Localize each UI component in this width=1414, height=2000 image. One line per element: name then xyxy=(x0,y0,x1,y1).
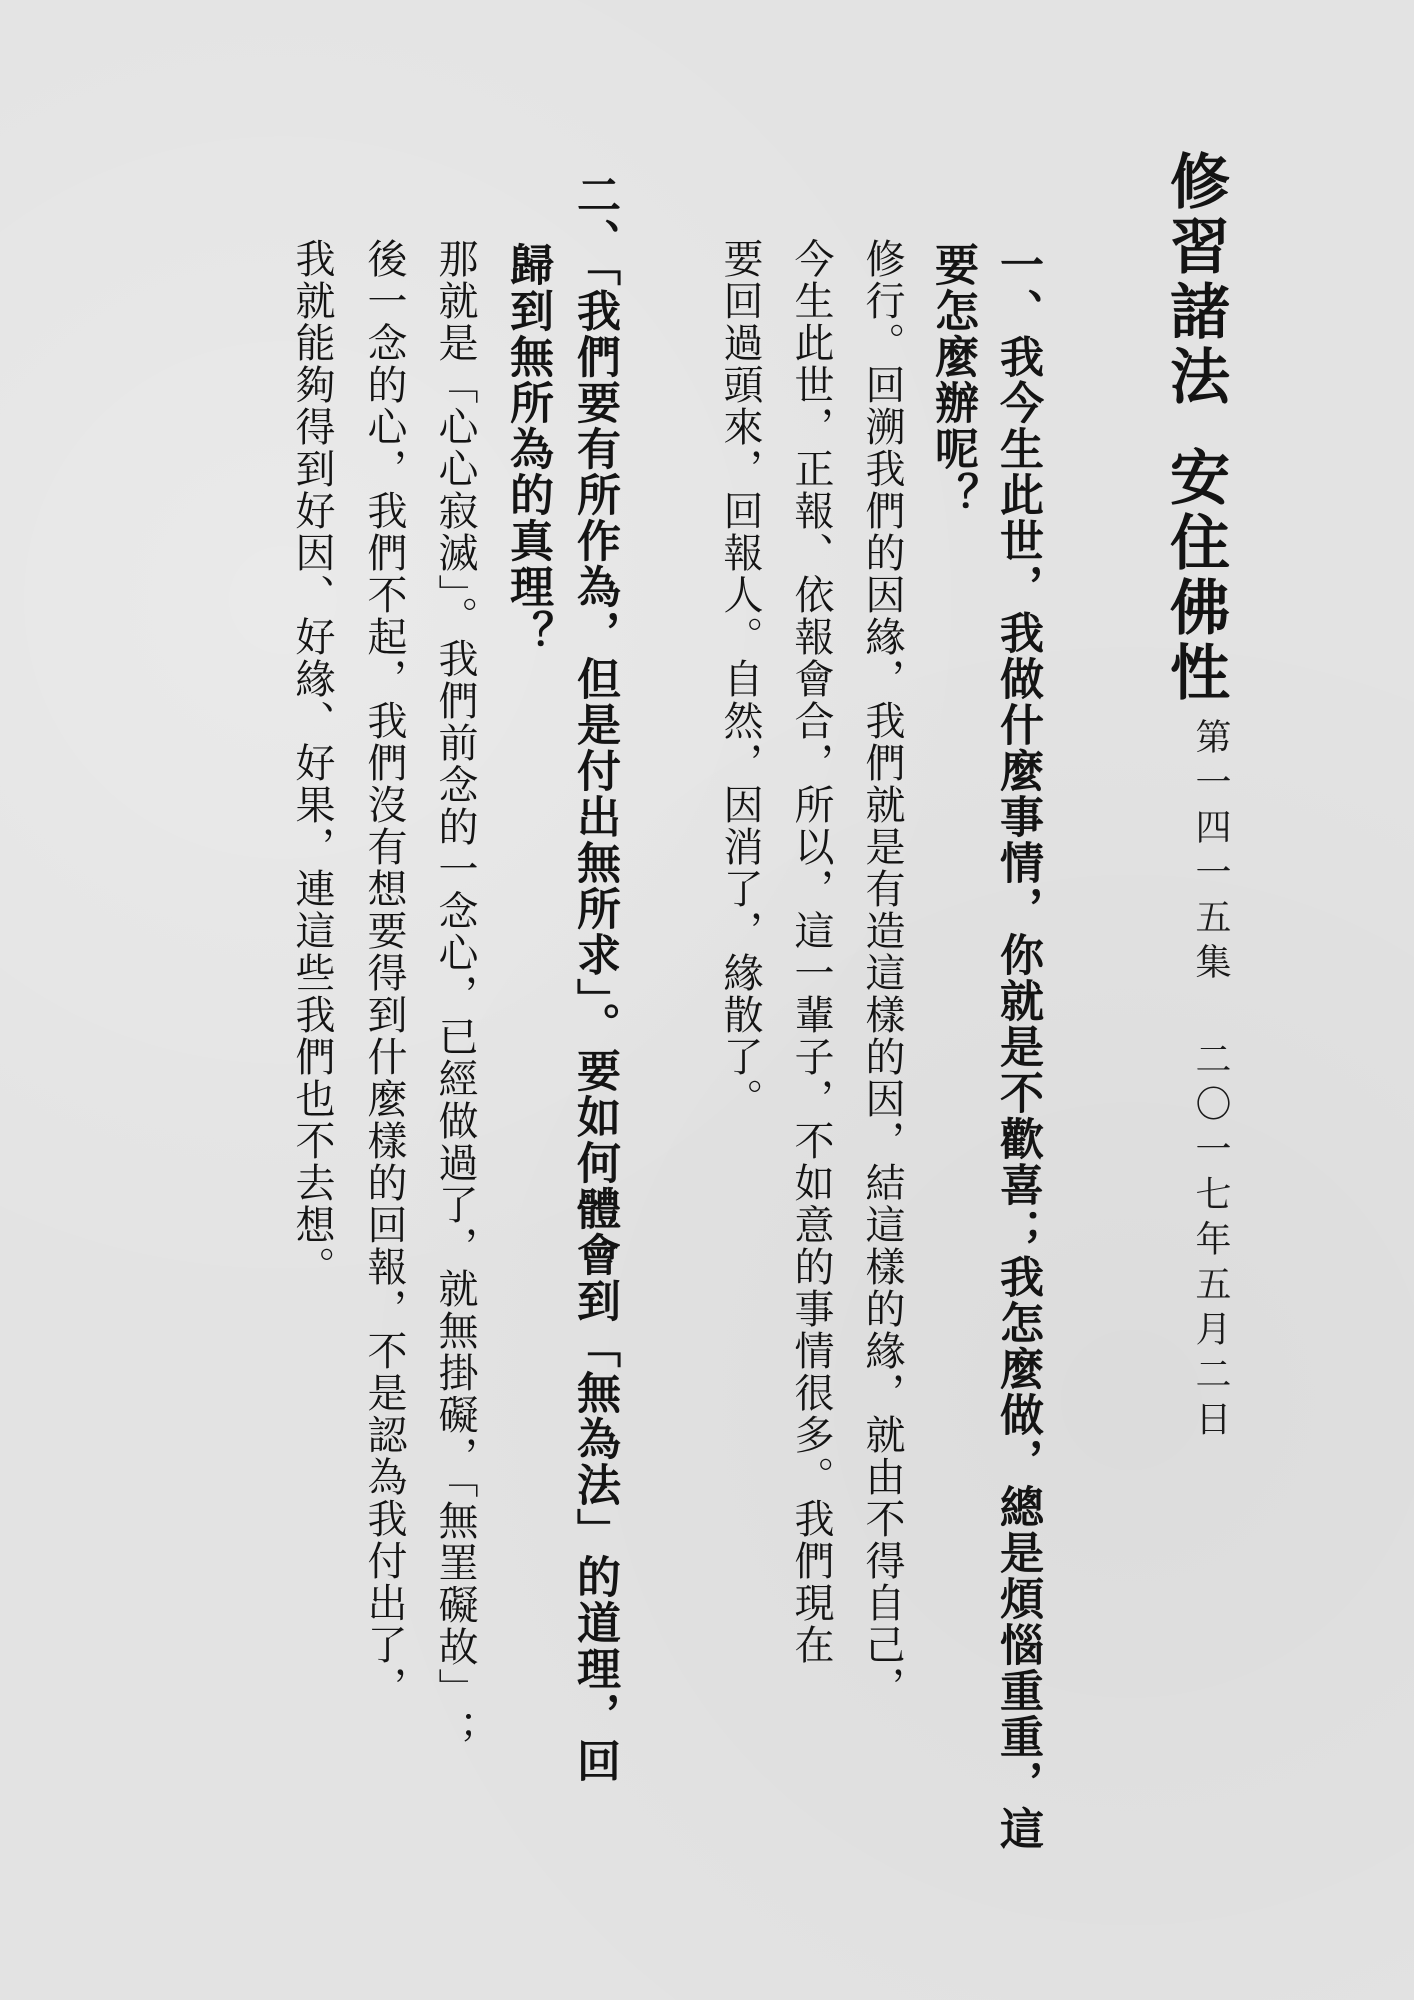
page-title xyxy=(1160,150,1230,706)
title-part-2: 安住佛性 xyxy=(1160,446,1230,706)
title-part-1: 修習諸法 xyxy=(1160,150,1230,410)
section-2-body-line-2: 後一念的心，我們不起，我們沒有想要得到什麼樣的回報，不是認為我付出了， xyxy=(361,238,407,1708)
section-2-body-line-3: 我就能夠得到好因、好緣、好果，連這些我們也不去想。 xyxy=(289,238,335,1288)
section-1-heading-line-2: 要怎麼辦呢？ xyxy=(927,242,978,518)
section-2-body-line-1: 那就是「心心寂滅」。我們前念的一念心，已經做過了，就無掛礙，「無罣礙故」； xyxy=(432,238,478,1752)
section-1-body-line-1: 修行。回溯我們的因緣，我們就是有造這樣的因，結這樣的緣，就由不得自己， xyxy=(859,238,905,1708)
publish-date: 二〇一七年五月二日 xyxy=(1190,1040,1231,1445)
section-2-heading-line-2: 歸到無所為的真理？ xyxy=(502,242,553,656)
section-2-heading-line-1: 二、「我們要有所作為，但是付出無所求」。要如何體會到「無為法」的道理，回 xyxy=(569,172,620,1784)
episode-number: 第一四一五集 xyxy=(1190,718,1231,988)
section-1-body-line-2: 今生此世，正報、依報會合，所以，這一輩子，不如意的事情很多。我們現在 xyxy=(788,238,834,1666)
section-1-heading-line-1: 一、我今生此世，我做什麼事情，你就是不歡喜；我怎麼做，總是煩惱重重，這 xyxy=(992,242,1043,1852)
section-1-body-line-3: 要回過頭來，回報人。自然，因消了，緣散了。 xyxy=(717,238,763,1120)
